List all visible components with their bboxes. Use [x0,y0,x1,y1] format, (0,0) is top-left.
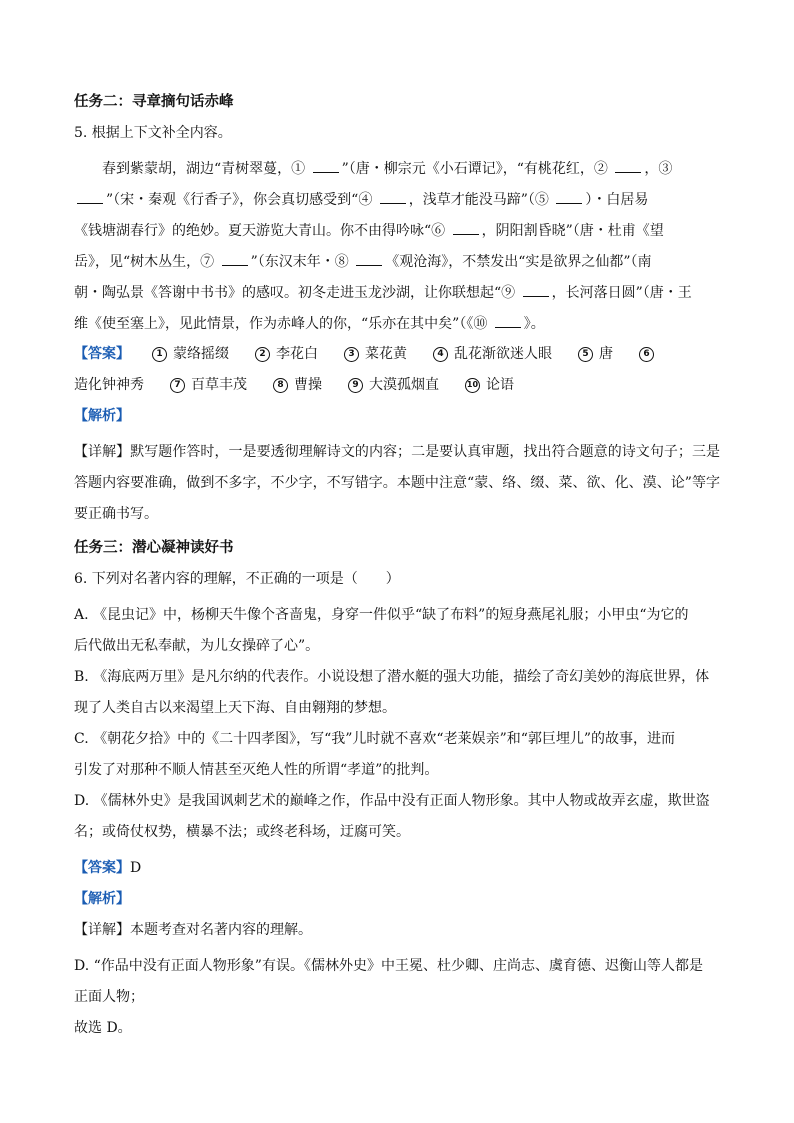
blank-6 [453,220,479,235]
passage-text: ，浅草才能没马蹄”（⑤ [408,192,554,208]
answer-text: 曹操 [294,377,322,393]
passage-line-2 [74,185,720,216]
passage-text: ，③ [644,161,673,177]
answer-text: 乱花渐欲迷人眼 [454,346,552,362]
q6-stem: 6. 下列对名著内容的理解，不正确的一项是（ ） [74,571,400,587]
answer-number: 5 [578,347,593,362]
passage-line-4 [74,247,720,278]
passage-line-1 [74,154,720,185]
explain-line-1: D. “作品中没有正面人物形象”有误。《儒林外史》中王冕、杜少卿、庄尚志、虞育德、迟衡山等人都是 [74,958,703,974]
option-c-line-2: 引发了对那种不顺人情甚至灭绝人性的所谓“孝道”的批判。 [74,762,439,778]
task2-heading: 任务二：寻章摘句话赤峰 [74,94,234,110]
passage-text: 维《使至塞上》，见此情景，作为赤峰人的你，“乐亦在其中矣”（《⑩ [74,316,492,332]
answer-item-10 [465,375,514,395]
passage-text: ，长河落日圆”（唐・王 [551,285,692,301]
option-b [74,662,720,724]
passage-text: ”（宋・秦观《行香子》，你会真切感受到“④ [106,192,377,208]
answer-text: 百草丰茂 [191,377,247,393]
answer-label: 【答案】 [74,346,130,362]
answer-text: 唐 [599,346,613,362]
answer-item-9 [348,375,439,395]
option-a-line-2: 后代做出无私奉献，为儿女操碎了心”。 [74,638,320,654]
passage-text: ”（东汉末年・⑧ [250,254,354,270]
blank-7 [222,251,248,266]
explain-line-2: 正面人物； [74,989,144,1005]
passage-text: 朝・陶弘景《答谢中书书》的感叹。初冬走进玉龙沙湖，让你联想起“⑨ [74,285,520,301]
passage-text: 春到紫蒙胡，湖边“青树翠蔓，① [102,161,310,177]
task3-heading: 任务三：潜心凝神读好书 [74,540,234,556]
blank-10 [495,313,521,328]
blank-8 [356,251,382,266]
option-d-line-2: 名；或倚仗权势，横暴不法；或终老科场，迂腐可笑。 [74,824,410,840]
answer-number: 2 [255,347,270,362]
answer-text: 菜花黄 [365,346,407,362]
analysis-label: 【解析】 [74,408,130,424]
answer-number: 3 [344,347,359,362]
blank-3 [77,189,103,204]
answer-number: 10 [465,378,480,393]
passage-text: 《观沧海》，不禁发出“实是欲界之仙都”（南 [385,254,652,270]
q5-stem: 5. 根据上下文补全内容。 [74,125,232,141]
answer-number: 4 [433,347,448,362]
answer-item-4 [433,344,552,364]
analysis-label: 【解析】 [74,891,130,907]
blank-2 [615,158,641,173]
q6-answer [74,858,720,878]
option-a-line-1: A. 《昆虫记》中，杨柳天牛像个吝啬鬼，身穿一件似乎“缺了布料”的短身燕尾礼服；小甲虫“为它的 [74,607,689,623]
answer-item-7 [170,375,247,395]
answer-item-5 [578,344,613,364]
answer-number: 7 [170,378,185,393]
conclusion: 故选 D。 [74,1020,132,1036]
detail-text: 本题考查对名著内容的理解。 [130,922,312,938]
answer-number: 8 [273,378,288,393]
option-c-line-1: C. 《朝花夕拾》中的《二十四孝图》，写“我”儿时就不喜欢“老莱娱亲”和“郭巨埋儿”的故事，进而 [74,731,676,747]
answer-text: 蒙络摇缀 [173,346,229,362]
answer-item-2 [255,344,318,364]
option-d [74,786,720,848]
blank-5 [556,189,582,204]
answer-text: 论语 [486,377,514,393]
passage-text: 岳》，见“树木丛生，⑦ [74,254,219,270]
answer-item-1 [152,344,229,364]
detail-text: 默写题作答时，一是要透彻理解诗文的内容；二是要认真审题，找出符合题意的诗文句子；三是答题内容要准确，做到不多字，不少字，不写错字。本题中注意“蒙、络、缀、菜、欲、化、漠、论”等字要正确书写。 [74,444,721,522]
q5-answer-row-2 [74,375,720,395]
passage-text: ，阴阳割昏晓”（唐・杜甫《望 [481,223,664,239]
passage-text: ）・白居易 [585,192,649,208]
passage-line-5 [74,278,720,309]
q6-detail [74,920,720,940]
option-b-line-2: 现了人类自古以来渴望上天下海、自由翱翔的梦想。 [74,700,396,716]
answer-text: 李花白 [276,346,318,362]
passage-text: 《钱塘湖春行》的绝妙。夏天游览大青山。你不由得吟咏“⑥ [74,223,450,239]
blank-4 [380,189,406,204]
q5-passage [74,154,720,340]
option-b-line-1: B. 《海底两万里》是凡尔纳的代表作。小说设想了潜水艇的强大功能，描绘了奇幻美妙的海底世界，体 [74,669,710,685]
answer-item-8 [273,375,322,395]
answer-number: 1 [152,347,167,362]
detail-label: 【详解】 [74,922,130,938]
passage-line-3 [74,216,720,247]
answer-item-3 [344,344,407,364]
answer-number: 9 [348,378,363,393]
option-d-line-1: D. 《儒林外史》是我国讽刺艺术的巅峰之作，作品中没有正面人物形象。其中人物或故弄玄虚，欺世盗 [74,793,710,809]
detail-label: 【详解】 [74,444,131,460]
answer-value: D [130,860,142,876]
answer-label: 【答案】 [74,860,130,876]
q5-detail [74,437,720,530]
answer-number: 6 [639,347,654,362]
passage-line-6 [74,309,720,340]
blank-1 [313,158,339,173]
passage-text: 》。 [523,316,545,332]
q5-answer-row-1 [74,344,720,364]
passage-text: ”（唐・柳宗元《小石谭记》，“有桃花红，② [341,161,613,177]
answer-text: 大漠孤烟直 [369,377,439,393]
option-a [74,600,720,662]
document-page [74,92,720,1044]
q6-explanation [74,951,720,1044]
answer-text: 造化钟神秀 [74,377,144,393]
blank-9 [523,282,549,297]
option-c [74,724,720,786]
answer-item-6 [639,347,660,362]
